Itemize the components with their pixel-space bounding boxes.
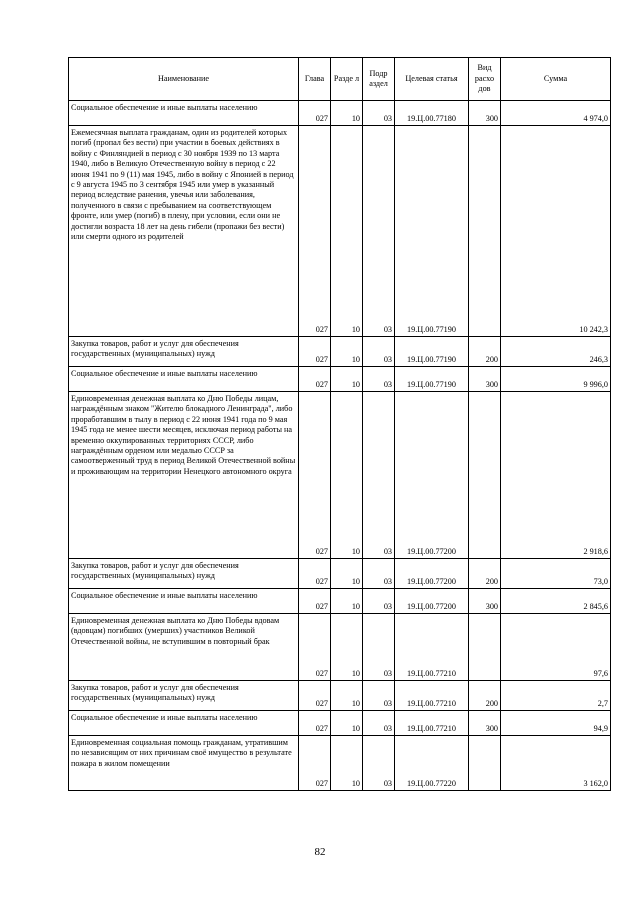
header-razdel: Разде л	[331, 58, 363, 101]
table-row	[69, 101, 611, 126]
cell-podrazdel: 03	[363, 711, 395, 736]
cell-name: Социальное обеспечение и иные выплаты населению	[69, 589, 299, 614]
cell-target: 19.Ц.00.77190	[395, 367, 469, 392]
cell-vid: 200	[469, 559, 501, 589]
cell-target: 19.Ц.00.77200	[395, 392, 469, 559]
cell-vid: 300	[469, 711, 501, 736]
cell-name: Закупка товаров, работ и услуг для обеспечения государственных (муниципальных) нужд	[69, 559, 299, 589]
cell-vid	[469, 392, 501, 559]
cell-vid: 300	[469, 589, 501, 614]
cell-sum: 97,6	[501, 614, 611, 681]
cell-target: 19.Ц.00.77190	[395, 337, 469, 367]
cell-sum: 9 996,0	[501, 367, 611, 392]
cell-podrazdel: 03	[363, 589, 395, 614]
cell-vid	[469, 736, 501, 791]
cell-glava: 027	[299, 367, 331, 392]
cell-razdel: 10	[331, 101, 363, 126]
table-row	[69, 337, 611, 367]
cell-glava: 027	[299, 392, 331, 559]
cell-podrazdel: 03	[363, 736, 395, 791]
cell-razdel: 10	[331, 559, 363, 589]
cell-vid	[469, 126, 501, 337]
budget-table-container	[68, 57, 610, 791]
cell-sum: 2 845,6	[501, 589, 611, 614]
cell-target: 19.Ц.00.77210	[395, 711, 469, 736]
cell-vid: 200	[469, 337, 501, 367]
cell-podrazdel: 03	[363, 101, 395, 126]
table-row	[69, 614, 611, 681]
cell-podrazdel: 03	[363, 126, 395, 337]
cell-razdel: 10	[331, 337, 363, 367]
cell-name: Закупка товаров, работ и услуг для обеспечения государственных (муниципальных) нужд	[69, 337, 299, 367]
cell-sum: 73,0	[501, 559, 611, 589]
cell-glava: 027	[299, 337, 331, 367]
cell-target: 19.Ц.00.77200	[395, 589, 469, 614]
cell-name: Единовременная денежная выплата ко Дню Победы вдовам (вдовцам) погибших (умерших) участников Великой Отечественной войны, не вступившим в повторный брак	[69, 614, 299, 681]
table-row	[69, 736, 611, 791]
header-podrazdel: Подр аздел	[363, 58, 395, 101]
cell-target: 19.Ц.00.77220	[395, 736, 469, 791]
cell-glava: 027	[299, 559, 331, 589]
cell-vid: 200	[469, 681, 501, 711]
cell-sum: 10 242,3	[501, 126, 611, 337]
header-target: Целевая статья	[395, 58, 469, 101]
table-header-row	[69, 58, 611, 101]
cell-target: 19.Ц.00.77180	[395, 101, 469, 126]
cell-razdel: 10	[331, 392, 363, 559]
cell-razdel: 10	[331, 614, 363, 681]
header-name: Наименование	[69, 58, 299, 101]
cell-sum: 94,9	[501, 711, 611, 736]
table-row	[69, 392, 611, 559]
cell-name: Социальное обеспечение и иные выплаты населению	[69, 711, 299, 736]
page-number: 82	[314, 846, 326, 858]
cell-glava: 027	[299, 681, 331, 711]
cell-glava: 027	[299, 736, 331, 791]
cell-sum: 4 974,0	[501, 101, 611, 126]
cell-razdel: 10	[331, 589, 363, 614]
cell-name: Единовременная социальная помощь гражданам, утратившим по независящим от них причинам своё имущество в результате пожара в жилом помещении	[69, 736, 299, 791]
cell-sum: 2 918,6	[501, 392, 611, 559]
table-row	[69, 681, 611, 711]
cell-vid: 300	[469, 367, 501, 392]
cell-name: Ежемесячная выплата гражданам, один из родителей которых погиб (пропал без вести) при участии в боевых действиях в войну с Финляндией в период с 30 ноября 1939 по 13 марта 1940, либо в Великую Отечественную войну в период с 22 июня 1941 по 9 (11) мая 1945, либо в войну с Японией в период с 9 августа 1945 по 3 сентября 1945 или умер в указанный период вследствие ранения, увечья или заболевания, полученного в связи с пребыванием на соответствующем фронте, или умер (погиб) в плену, при условии, если они не достигли возраста 18 лет на день гибели (пропажи без вести) или смерти одного из родителей	[69, 126, 299, 337]
cell-razdel: 10	[331, 126, 363, 337]
cell-target: 19.Ц.00.77190	[395, 126, 469, 337]
cell-podrazdel: 03	[363, 614, 395, 681]
cell-name: Единовременная денежная выплата ко Дню Победы лицам, награждённым знаком "Жителю блокадного Ленинграда", либо проработавшим в тылу в период с 22 июня 1941 года по 9 мая 1945 года не менее шести месяцев, исключая период работы на временно оккупированных территориях СССР, либо награждённым орденом или медалью СССР за самоотверженный труд в период Великой Отечественной войны и проживающим на территории Ненецкого автономного округа	[69, 392, 299, 559]
cell-glava: 027	[299, 101, 331, 126]
cell-vid	[469, 614, 501, 681]
table-row	[69, 559, 611, 589]
header-glava: Глава	[299, 58, 331, 101]
cell-target: 19.Ц.00.77200	[395, 559, 469, 589]
cell-name: Социальное обеспечение и иные выплаты населению	[69, 101, 299, 126]
cell-razdel: 10	[331, 711, 363, 736]
cell-podrazdel: 03	[363, 337, 395, 367]
cell-target: 19.Ц.00.77210	[395, 681, 469, 711]
table-row	[69, 589, 611, 614]
header-vid: Вид расхо дов	[469, 58, 501, 101]
cell-name: Закупка товаров, работ и услуг для обеспечения государственных (муниципальных) нужд	[69, 681, 299, 711]
cell-glava: 027	[299, 711, 331, 736]
cell-podrazdel: 03	[363, 367, 395, 392]
cell-podrazdel: 03	[363, 392, 395, 559]
cell-sum: 3 162,0	[501, 736, 611, 791]
cell-razdel: 10	[331, 367, 363, 392]
cell-podrazdel: 03	[363, 681, 395, 711]
table-row	[69, 711, 611, 736]
cell-sum: 246,3	[501, 337, 611, 367]
cell-razdel: 10	[331, 736, 363, 791]
cell-glava: 027	[299, 614, 331, 681]
cell-podrazdel: 03	[363, 559, 395, 589]
budget-table	[68, 57, 611, 791]
cell-name: Социальное обеспечение и иные выплаты населению	[69, 367, 299, 392]
cell-razdel: 10	[331, 681, 363, 711]
cell-vid: 300	[469, 101, 501, 126]
table-row	[69, 126, 611, 337]
cell-glava: 027	[299, 589, 331, 614]
cell-target: 19.Ц.00.77210	[395, 614, 469, 681]
table-row	[69, 367, 611, 392]
cell-glava: 027	[299, 126, 331, 337]
header-sum: Сумма	[501, 58, 611, 101]
cell-sum: 2,7	[501, 681, 611, 711]
